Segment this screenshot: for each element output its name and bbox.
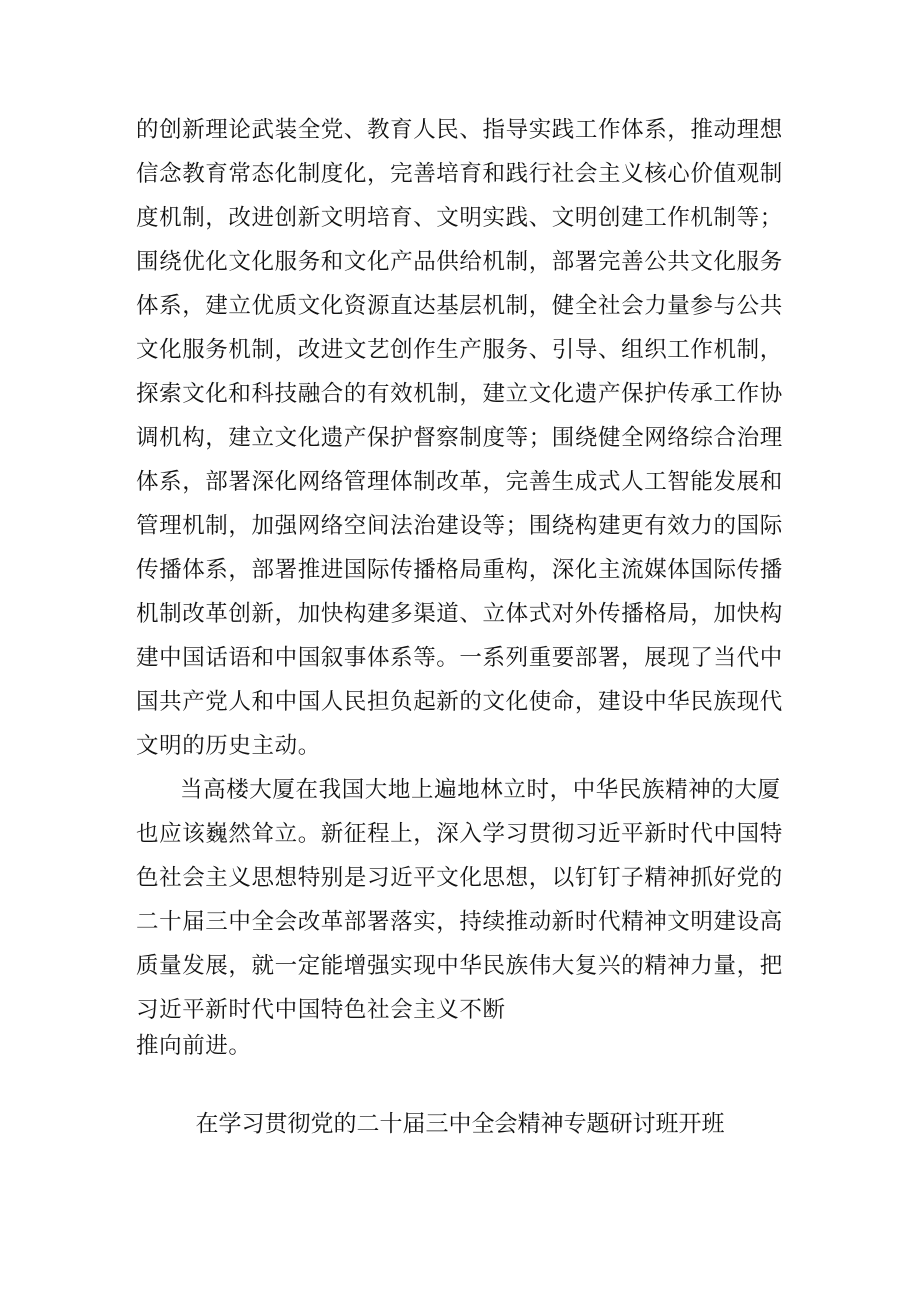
text-line: 度机制，改进创新文明培育、文明实践、文明创建工作机制等； [136,205,783,231]
text-line: 机制改革创新，加快构建多渠道、立体式对外传播格局，加快构 [136,601,783,627]
text-line: 传播体系，部署推进国际传播格局重构，深化主流媒体国际传播 [136,557,783,583]
text-line: 国共产党人和中国人民担负起新的文化使命，建设中华民族现代 [136,689,783,715]
text-line: 色社会主义思想特别是习近平文化思想，以钉钉子精神抓好党的 [136,865,783,891]
text-line: 探索文化和科技融合的有效机制，建立文化遗产保护传承工作协 [136,381,783,407]
text-line: 建中国话语和中国叙事体系等。一系列重要部署，展现了当代中 [136,645,783,671]
text-line: 也应该巍然耸立。新征程上，深入学习贯彻习近平新时代中国特 [136,821,783,847]
text-line: 文化服务机制，改进文艺创作生产服务、引导、组织工作机制， [136,337,783,363]
text-line: 的创新理论武装全党、教育人民、指导实践工作体系，推动理想 [136,117,783,143]
text-line: 二十届三中全会改革部署落实，持续推动新时代精神文明建设高 [136,909,783,935]
text-line: 调机构，建立文化遗产保护督察制度等；围绕健全网络综合治理 [136,425,783,451]
text-line: 习近平新时代中国特色社会主义不断 [136,997,506,1023]
section-heading: 在学习贯彻党的二十届三中全会精神专题研讨班开班 [195,1111,725,1137]
text-line: 体系，建立优质文化资源直达基层机制，健全社会力量参与公共 [136,293,783,319]
text-line: 信念教育常态化制度化，完善培育和践行社会主义核心价值观制 [136,161,783,187]
text-line: 质量发展，就一定能增强实现中华民族伟大复兴的精神力量，把 [136,953,783,979]
text-line: 推向前进。 [136,1033,252,1059]
text-line-indented: 当高楼大厦在我国大地上遍地林立时，中华民族精神的大厦 [180,777,781,803]
text-line: 围绕优化文化服务和文化产品供给机制，部署完善公共文化服务 [136,249,783,275]
text-line: 体系，部署深化网络管理体制改革，完善生成式人工智能发展和 [136,469,783,495]
text-line: 文明的历史主动。 [136,733,321,759]
text-line: 管理机制，加强网络空间法治建设等；围绕构建更有效力的国际 [136,513,783,539]
